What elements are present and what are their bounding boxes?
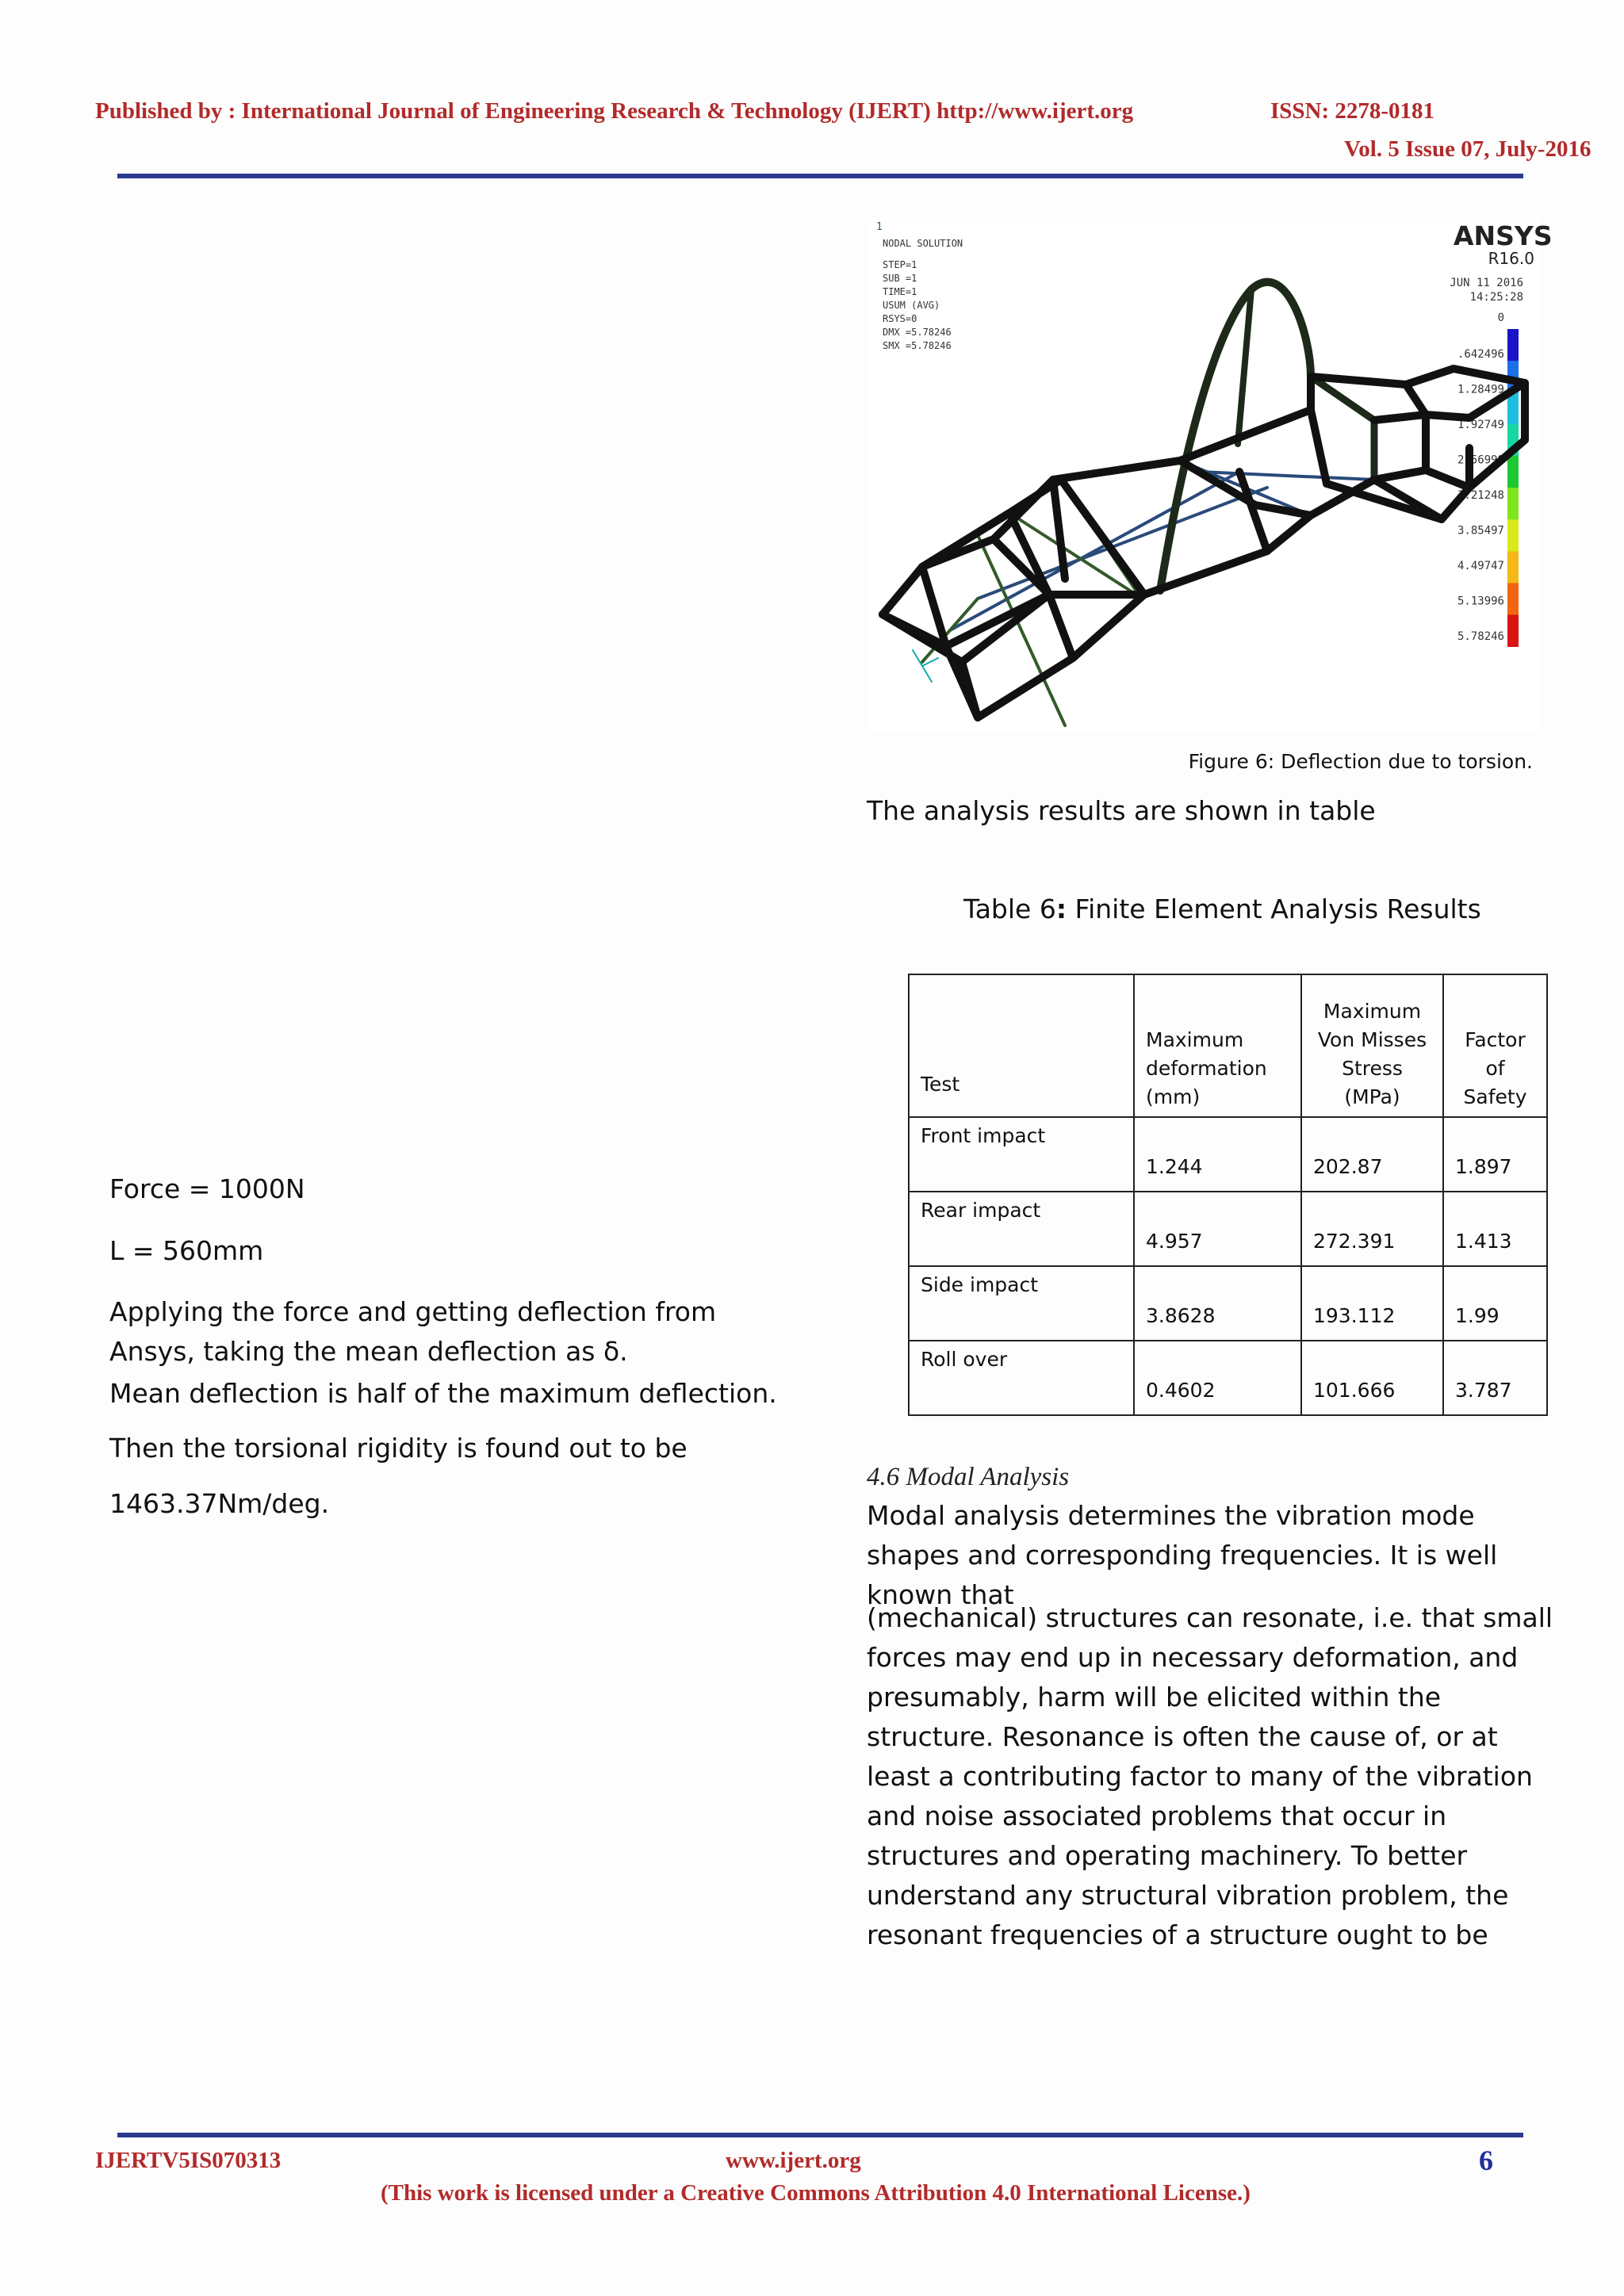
legend-value: 5.78246 [1457, 630, 1504, 643]
legend-value: .642496 [1457, 348, 1504, 361]
solution-info-line: RSYS=0 [883, 313, 917, 324]
modal-paragraph-2: (mechanical) structures can resonate, i.e. that small forces may end up in necessary deformation, and presumably, harm will be elicited within the structure. Resonance is often the cause of, or at least a contributing factor to many of the vibration and noise associated problems that occur in structures and operating machinery. To better understand any structural vibration problem, the resonant frequencies of a structure ought to be [867, 1602, 1553, 1950]
table-row [909, 1117, 1547, 1192]
legend-swatch [1507, 329, 1519, 362]
cell-deformation: 3.8628 [1134, 1266, 1301, 1341]
solution-info-line: TIME=1 [883, 286, 917, 297]
cell-fos: 1.99 [1443, 1266, 1547, 1341]
cell-test: Rear impact [909, 1192, 1134, 1266]
paper-id: IJERTV5IS070313 [95, 2148, 282, 2173]
figure-caption: Figure 6: Deflection due to torsion. [1188, 750, 1533, 773]
cell-fos: 1.897 [1443, 1117, 1547, 1192]
ansys-figure [867, 218, 1553, 733]
cell-stress: 272.391 [1301, 1192, 1443, 1266]
legend-swatch [1507, 583, 1519, 615]
corner-number: 1 [876, 221, 883, 233]
legend-value: 5.13996 [1457, 595, 1504, 608]
cell-stress: 193.112 [1301, 1266, 1443, 1341]
legend-value: 4.49747 [1457, 560, 1504, 572]
table-caption [963, 894, 1481, 924]
rigidity-value: 1463.37Nm/deg. [109, 1488, 330, 1519]
col-header-stress: Maximum Von Misses Stress (MPa) [1301, 974, 1443, 1117]
rigidity-text: Then the torsional rigidity is found out to be [109, 1433, 688, 1464]
legend-value: 1.92749 [1457, 419, 1504, 431]
plot-date: JUN 11 2016 [1450, 277, 1523, 289]
cell-deformation: 0.4602 [1134, 1341, 1301, 1415]
header-rule [117, 174, 1523, 178]
chassis-frame [883, 282, 1525, 725]
table-header-row [909, 974, 1547, 1117]
cell-test: Front impact [909, 1117, 1134, 1192]
legend-value: 0 [1497, 312, 1504, 324]
journal-header: Published by : International Journal of Engineering Research & Technology (IJERT) http://www.ijert.org [95, 98, 1134, 124]
ansys-version: R16.0 [1488, 249, 1534, 268]
cell-fos: 3.787 [1443, 1341, 1547, 1415]
legend-swatch [1507, 551, 1519, 584]
table-caption-label: Table 6 [963, 894, 1056, 924]
footer-rule [117, 2133, 1523, 2137]
footer-site: www.ijert.org [726, 2148, 861, 2173]
legend-swatch [1507, 519, 1519, 552]
solution-info-line: SUB =1 [883, 273, 917, 284]
cell-deformation: 4.957 [1134, 1192, 1301, 1266]
solution-info-line: SMX =5.78246 [883, 340, 952, 351]
issn-label: ISSN: 2278-0181 [1270, 98, 1435, 124]
cell-stress: 202.87 [1301, 1117, 1443, 1192]
table-row [909, 1266, 1547, 1341]
legend-swatch [1507, 456, 1519, 488]
legend-value: 1.28499 [1457, 383, 1504, 396]
ansys-plot [867, 218, 1553, 733]
table-caption-title: Finite Element Analysis Results [1067, 894, 1481, 924]
col-header-deformation: Maximum deformation (mm) [1134, 974, 1301, 1117]
legend-swatch [1507, 488, 1519, 520]
table-caption-colon: : [1055, 894, 1067, 924]
solution-info [883, 238, 963, 351]
length-value: L = 560mm [109, 1235, 264, 1266]
cell-stress: 101.666 [1301, 1341, 1443, 1415]
col-header-test: Test [909, 974, 1134, 1117]
modal-paragraph-1: Modal analysis determines the vibration mode shapes and corresponding frequencies. It is well known that [867, 1500, 1498, 1610]
plot-time: 14:25:28 [1469, 291, 1523, 304]
license-note: (This work is licensed under a Creative Commons Attribution 4.0 International License.) [381, 2180, 1251, 2206]
cell-test: Roll over [909, 1341, 1134, 1415]
solution-info-line: STEP=1 [883, 259, 917, 270]
col-header-fos: Factor of Safety [1443, 974, 1547, 1117]
ansys-logo: ANSYS [1454, 220, 1553, 251]
legend-value: 3.21248 [1457, 489, 1504, 502]
cell-deformation: 1.244 [1134, 1117, 1301, 1192]
deflection-paragraph: Applying the force and getting deflection from Ansys, taking the mean deflection as δ. [109, 1296, 717, 1367]
table-row [909, 1192, 1547, 1266]
results-intro: The analysis results are shown in table [867, 795, 1376, 826]
fea-results-table [908, 974, 1548, 1416]
force-value: Force = 1000N [109, 1173, 305, 1204]
volume-label: Vol. 5 Issue 07, July-2016 [1344, 136, 1591, 162]
solution-info-line: USUM (AVG) [883, 300, 940, 311]
section-heading-modal: 4.6 Modal Analysis [867, 1463, 1070, 1491]
table-row [909, 1341, 1547, 1415]
legend-value: 2.56998 [1457, 453, 1504, 467]
cell-fos: 1.413 [1443, 1192, 1547, 1266]
solution-info-line: NODAL SOLUTION [883, 238, 963, 249]
page-number: 6 [1479, 2145, 1493, 2176]
legend-swatch [1507, 614, 1519, 647]
cell-test: Side impact [909, 1266, 1134, 1341]
legend-value: 3.85497 [1457, 524, 1504, 538]
solution-info-line: DMX =5.78246 [883, 327, 952, 338]
mean-deflection-text: Mean deflection is half of the maximum deflection. [109, 1378, 777, 1409]
